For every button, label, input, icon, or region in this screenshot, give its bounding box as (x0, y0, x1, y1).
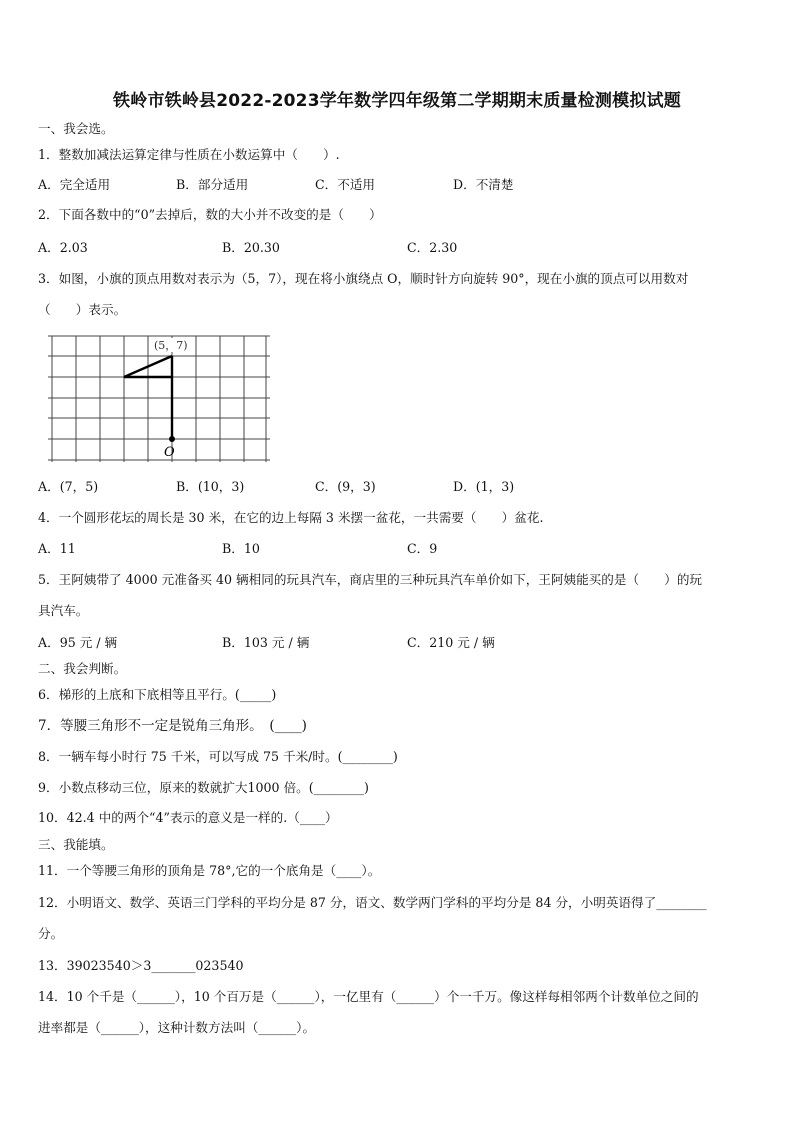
question-12-line-2: 分。 (38, 926, 64, 941)
question-3-line-2: （ ）表示。 (38, 302, 127, 317)
q5-option-a: A．95 元 / 辆 (38, 635, 118, 650)
q4-option-c: C．9 (407, 541, 438, 556)
question-13: 13．39023540＞3_______023540 (38, 958, 244, 973)
question-6: 6．梯形的上底和下底相等且平行。(_____) (38, 687, 277, 702)
q1-option-a: A．完全适用 (38, 177, 111, 192)
flag-vertex-label: (5，7) (154, 339, 188, 352)
question-14-line-1: 14．10 个千是（______），10 个百万是（______），一亿里有（______）个一千万。像这样每相邻两个计数单位之间的 (38, 989, 699, 1004)
section-heading-3: 三、我能填。 (38, 837, 114, 852)
q2-option-a: A．2.03 (38, 240, 88, 255)
question-5-line-2: 具汽车。 (38, 603, 89, 618)
question-5-line-1: 5．王阿姨带了 4000 元准备买 40 辆相同的玩具汽车，商店里的三种玩具汽车单价如下，王阿姨能买的是（ ）的玩 (38, 572, 703, 587)
q5-option-c: C．210 元 / 辆 (407, 635, 495, 650)
question-10: 10．42.4 中的两个“4”表示的意义是一样的.（____） (38, 810, 338, 825)
grid-lines (48, 336, 270, 462)
question-11: 11．一个等腰三角形的顶角是 78°,它的一个底角是（____）。 (38, 863, 381, 878)
q3-option-b: B．(10，3) (176, 479, 245, 494)
question-2: 2．下面各数中的“0”去掉后，数的大小并不改变的是（ ） (38, 207, 382, 222)
q1-option-b: B．部分适用 (176, 177, 249, 192)
section-heading-1: 一、我会选。 (38, 121, 114, 136)
question-8: 8．一辆车每小时行 75 千米，可以写成 75 千米/时。(________) (38, 749, 398, 764)
q4-option-a: A．11 (38, 541, 76, 556)
origin-label: O (164, 445, 175, 460)
question-9: 9．小数点移动三位，原来的数就扩大1000 倍。(________) (38, 780, 369, 795)
q3-option-a: A．(7，5) (38, 479, 99, 494)
question-3-line-1: 3．如图，小旗的顶点用数对表示为（5，7），现在将小旗绕点 O，顺时针方向旋转 90°，现在小旗的顶点可以用数对 (38, 271, 689, 286)
q4-option-b: B．10 (222, 541, 260, 556)
question-1: 1．整数加减法运算定律与性质在小数运算中（ ）. (38, 147, 340, 162)
question-12-line-1: 12．小明语文、数学、英语三门学科的平均分是 87 分，语文、数学两门学科的平均分是 84 分，小明英语得了________ (38, 895, 707, 910)
section-heading-2: 二、我会判断。 (38, 661, 127, 676)
q3-option-d: D．(1，3) (453, 479, 515, 494)
q3-option-c: C．(9，3) (315, 479, 376, 494)
q2-option-c: C．2.30 (407, 240, 458, 255)
q1-option-c: C．不适用 (315, 177, 376, 192)
flag-grid-figure (48, 332, 278, 468)
q2-option-b: B．20.30 (222, 240, 280, 255)
q5-option-b: B．103 元 / 辆 (222, 635, 310, 650)
q1-option-d: D．不清楚 (453, 177, 514, 192)
question-7: 7．等腰三角形不一定是锐角三角形。 (____) (38, 718, 307, 734)
question-4: 4．一个圆形花坛的周长是 30 米，在它的边上每隔 3 米摆一盆花，一共需要（ ）盆花. (38, 510, 544, 525)
origin-point (169, 436, 175, 442)
question-14-line-2: 进率都是（______），这种计数方法叫（______）。 (38, 1020, 316, 1035)
page-title: 铁岭市铁岭县2022-2023学年数学四年级第二学期期末质量检测模拟试题 (113, 91, 681, 111)
